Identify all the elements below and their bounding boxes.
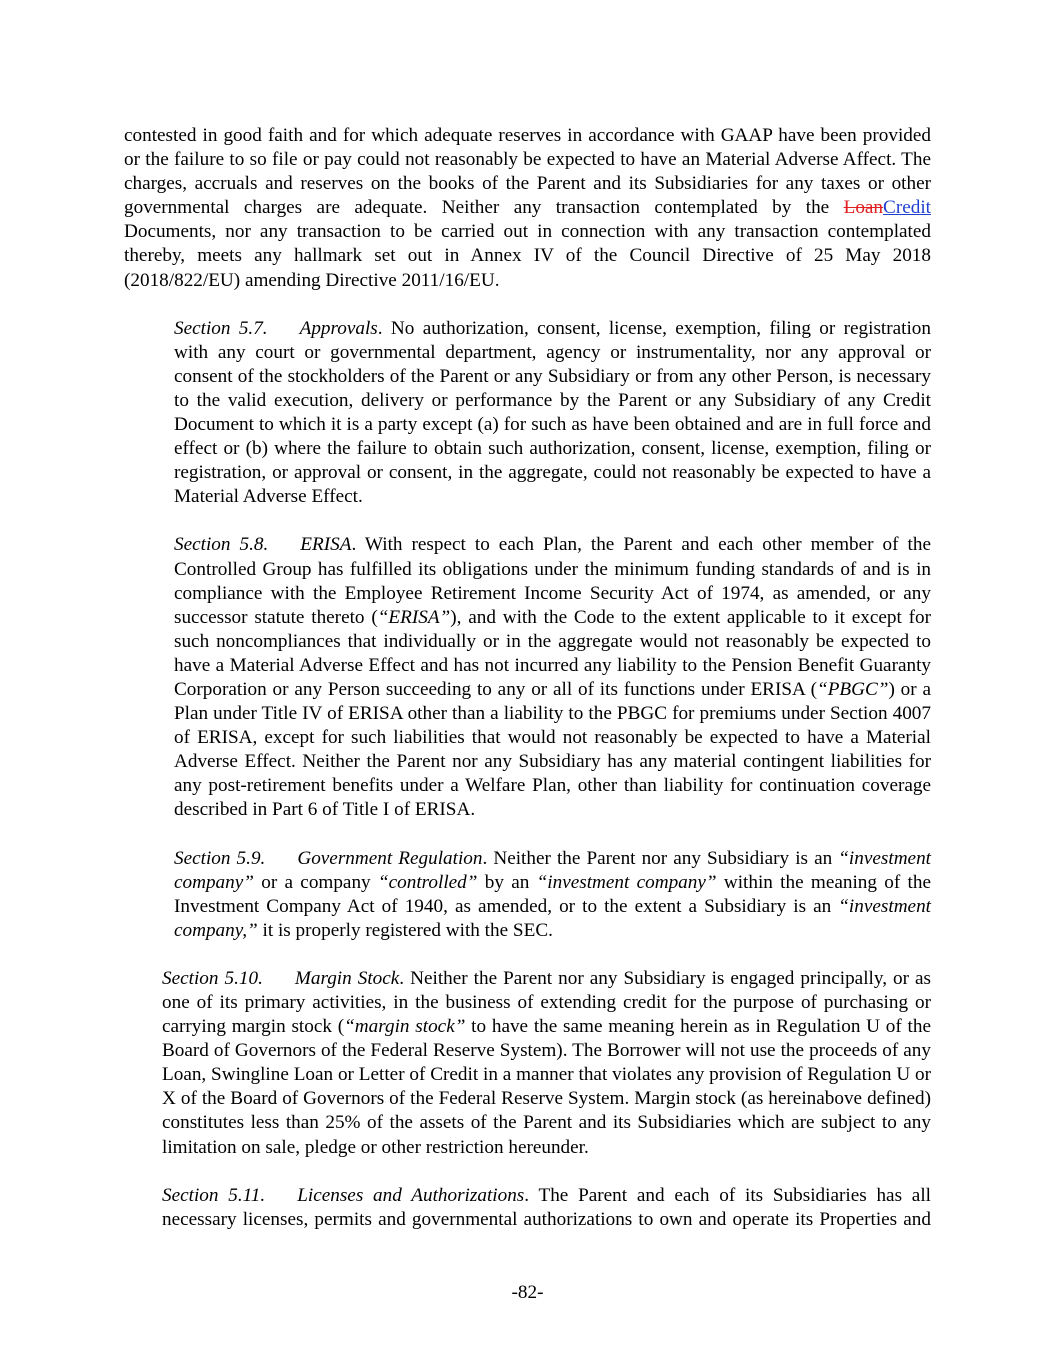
section-5-9 [124, 847, 931, 943]
page-number: -82- [511, 1282, 544, 1303]
section-text: . No authorization, consent, license, exemption, filing or registration with any court or governmental department, agency or instrumentality, nor any approval or consent of the stockholders of the Parent or any Subsidiary or from any other Person, is necessary to the valid execution, delivery or performance by the Parent or any Subsidiary of any Credit Document to which it is a party except (a) for such as have been obtained and are in full force and effect or (b) where the failure to obtain such authorization, consent, license, exemption, filing or registration, or approval or consent, in the aggregate, could not reasonably be expected to have a Material Adverse Effect. [174, 317, 931, 508]
section-title: Margin Stock [294, 967, 400, 989]
section-text: within the meaning of the Investment Company Act of 1940, as amended, or to the extent a Subsidiary is an [174, 871, 931, 917]
section-text: by an [477, 871, 537, 893]
section-title: Government Regulation [297, 847, 483, 869]
paragraph-text: Documents, nor any transaction to be carried out in connection with any transaction contemplated thereby, meets any hallmark set out in Annex IV of the Council Directive of 25 May 2018 (2018/822/EU) amending Directive 2011/16/EU. [124, 221, 931, 291]
section-number: Section 5.11. [162, 1184, 266, 1206]
section-title: Approvals [299, 317, 378, 339]
defined-term: “investment company” [174, 847, 931, 893]
section-text: to have the same meaning herein as in Regulation U of the Board of Governors of the Federal Reserve System). The Borrower will not use the proceeds of any Loan, Swingline Loan or Letter of Credit in a manner that violates any provision of Regulation U or X of the Board of Governors of the Federal Reserve System. Margin stock (as hereinabove defined) constitutes less than 25% of the assets of the Parent and its Subsidiaries which are subject to any limitation on sale, pledge or other restriction hereunder. [162, 1016, 931, 1158]
section-text: . Neither the Parent nor any Subsidiary is an [482, 847, 839, 869]
deleted-text: Loan [843, 197, 884, 219]
section-title: ERISA [300, 534, 352, 556]
paragraph-text: contested in good faith and for which adequate reserves in accordance with GAAP have been provided or the failure to so file or pay could not reasonably be expected to have an Material Adverse Affect. The charges, accruals and reserves on the books of the Parent and its Subsidiaries for any taxes or other governmental charges are adequate. Neither any transaction contemplated by the [124, 125, 931, 219]
section-text: . With respect to each Plan, the Parent and each other member of the Controlled Group has fulfilled its obligations under the minimum funding standards of and is in compliance with the Employee Retirement Income Security Act of 1974, as amended, or any successor statute thereto ( [174, 534, 931, 628]
document-body [124, 124, 931, 1256]
paragraph-continued [124, 124, 931, 293]
section-text: ) or a Plan under Title IV of ERISA other than a liability to the PBGC for premiums under Section 4007 of ERISA, except for such liabilities that would not reasonably be expected to have a Material Adverse Effect. Neither the Parent nor any Subsidiary has any material contingent liabilities for any post-retirement benefits under a Welfare Plan, other than liability for continuation coverage described in Part 6 of Title I of ERISA. [174, 678, 931, 821]
section-5-11 [124, 1184, 931, 1232]
defined-term: “PBGC” [817, 678, 889, 700]
section-text: it is properly registered with the SEC. [257, 919, 553, 941]
section-number: Section 5.8. [174, 534, 269, 556]
section-text: . The Parent and each of its Subsidiaries has all necessary licenses, permits and governmental authorizations to own and operate its Properties and [162, 1184, 931, 1230]
section-text: or a company [253, 871, 378, 893]
section-number: Section 5.10. [162, 967, 263, 989]
section-5-10 [124, 967, 931, 1160]
section-number: Section 5.9. [174, 847, 266, 869]
defined-term: “investment company” [536, 871, 717, 893]
defined-term: “margin stock” [344, 1016, 466, 1038]
inserted-text: Credit [883, 197, 931, 219]
section-5-8 [124, 533, 931, 822]
defined-term: “investment company,” [174, 895, 931, 941]
section-number: Section 5.7. [174, 317, 268, 339]
section-text: . Neither the Parent nor any Subsidiary is engaged principally, or as one of its primary activities, in the business of extending credit for the purpose of purchasing or carrying margin stock ( [162, 967, 931, 1038]
defined-term: “controlled” [377, 871, 478, 893]
section-title: Licenses and Authorizations [297, 1184, 525, 1206]
section-text: ), and with the Code to the extent applicable to it except for such noncompliances that individually or in the aggregate would not reasonably be expected to have a Material Adverse Effect and has not incurred any liability to the Pension Benefit Guaranty Corporation or any Person succeeding to any or all of its functions under ERISA ( [174, 606, 932, 700]
defined-term: “ERISA” [377, 606, 451, 628]
section-5-7 [124, 317, 931, 510]
